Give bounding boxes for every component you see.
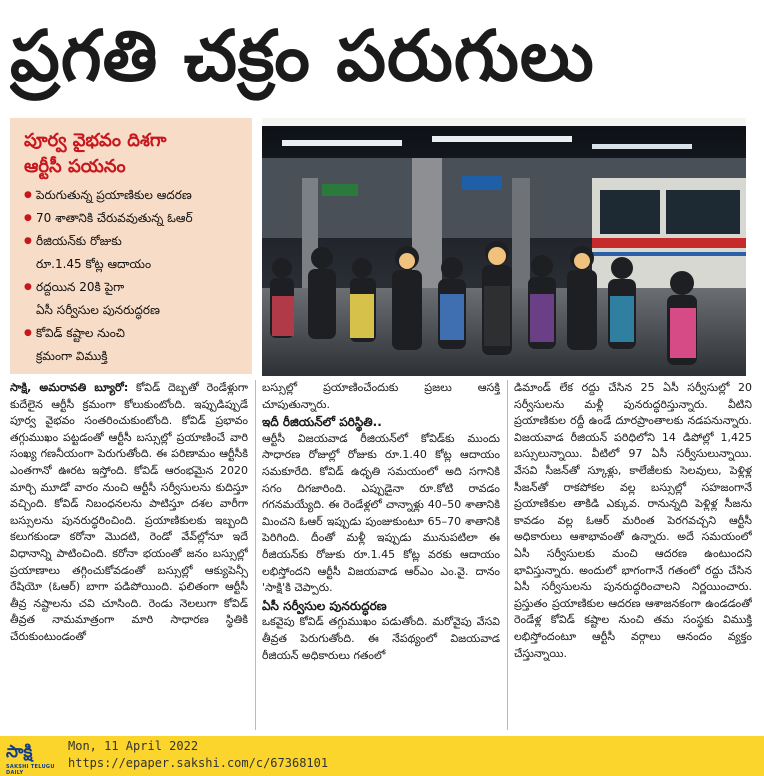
article-column-1 — [10, 380, 248, 732]
footer-bar — [0, 736, 764, 776]
article-text: కోవిడ్ దెబ్బతో రెండేళ్లుగా కుదేలైన ఆర్టీసీ క్రమంగా కోలుకుంటోంది. ఇప్పుడిప్పుడే పూర్వ వైభవం సంతరించుకుంటోంది. కోవిడ్ ప్రభావం తగ్గుముఖం పట్టడంతో ఆర్టీసీ బస్సుల్లో ప్రయాణించే వారి సంఖ్య గణనీయంగా పెరుగుతోంది. ఈ పరిణామం ఆర్టీసీకి ఎంతగానో ఊరట ఇస్తోంది. కోవిడ్ ఆరంభమైన 2020 మార్చి మూడో వారం నుంచి ఆర్టీసీ సర్వీసులను కుదిస్తూ వచ్చింది. కోవిడ్ నిబంధనలను పాటిస్తూ దశల వారీగా బస్సులను పునరుద్ధరించింది. ప్రయాణికులకు ఇబ్బంది కలుగకుండా కరోనా మొదటి, రెండో వేవ్‌ల్లోనూ ఇదే విధానాన్ని పాటించింది. కరోనా భయంతో జనం బస్సుల్లో ప్రయాణాలు తగ్గించుకోవడంతో బస్సుల్లో ఆక్యుపెన్సీ రేషియో (ఓఆర్) బాగా పడిపోయింది. ఫలితంగా ఆర్టీసీ తీవ్ర నష్టాలను చవి చూసింది. రెండు నెలలుగా కోవిడ్ తీవ్రత నామమాత్రంగా మారి సాధారణ స్థితికి చేరుకుంటుండంతో — [10, 381, 248, 643]
sakshi-logo[interactable] — [2, 740, 58, 776]
subheading: ఇదీ రీజియన్‌లో పరిస్థితి.. — [262, 415, 382, 430]
highlight-item — [24, 207, 244, 230]
highlight-text: ● పెరుగుతున్న ప్రయాణికుల ఆదరణ — [36, 188, 192, 202]
publication-date: Mon, 11 April 2022 — [68, 739, 199, 753]
article-paragraph: డిమాండ్ లేక రద్దు చేసిన 25 ఏసీ సర్వీసుల్లో 20 సర్వీసులను మళ్లీ పునరుద్ధరిస్తున్నారు. వీటిని ప్రయాణికుల రద్దీ ఉండే దూరప్రాంతాలకు నడపనున్నారు. విజయవాడ రీజియన్ పరిధిలోని 14 డిపోల్లో 1,425 బస్సులున్నాయి. వీటిలో 97 ఏసీ సర్వీసులున్నాయి. వేసవి సీజన్‌తో స్కూళ్లు, కాలేజీలకు సెలవులు, పెళ్లిళ్ల సీజన్‌తో రాకపోకల వల్ల బస్సుల్లో సహజంగానే ప్రయాణికుల తాకిడి ఎక్కువ. రానున్నది పెళ్లిళ్ల సీజను కావడం వల్ల ఓఆర్ మరింత పెరగవచ్చని ఆర్టీసీ అధికారులు ఆశాభావంతో ఉన్నారు. అదే సమయంలో ఏసీ సర్వీసులకు మంచి ఆదరణ ఉంటుందని భావిస్తున్నారు. అందులో భాగంగానే గతంలో రద్దు చేసిన ఏసీ సర్వీసులను పునరుద్ధరించాలని నిర్ణయించారు. ప్రస్తుతం ప్రయాణికుల ఆదరణ ఆశాజనకంగా ఉండడంతో రెండేళ్ల కోవిడ్ కష్టాల నుంచి తమ సంస్థకు విముక్తి లభిస్తోందంటూ ఆర్టీసీ వర్గాలు ఆనందం వ్యక్తం చేస్తున్నాయి. — [514, 381, 752, 660]
highlight-text: ● 70 శాతానికి చేరువవుతున్న ఓఆర్ — [36, 211, 193, 225]
article-paragraph: ఆర్టీసీ విజయవాడ రీజియన్‌లో కోవిడ్‌కు ముందు సాధారణ రోజుల్లో రోజుకు రూ.1.40 కోట్ల ఆదాయం సమకూరేది. కోవిడ్ ఉధృతి సమయంలో అది సగానికి సగం దిగజారింది. ఎప్పుడైనా రూ.కోటి రావడం గగనమయ్యేది. ఈ రెండేళ్లలో చాన్నాళ్లు 40–50 శాతానికి మించని ఓఆర్ ఇప్పుడు పుంజుకుంటూ 65–70 శాతానికి పెరిగింది. దీంతో మళ్లీ ఇప్పుడు మునుపటిలా ఈ రీజియన్‌కు రోజుకు రూ.1.45 కోట్ల వరకు ఆదాయం లభిస్తోందని ఆర్టీసీ విజయవాడ ఆర్ఎం ఎం.వై. దానం 'సాక్షి'కి చెప్పారు. — [262, 431, 500, 595]
article-paragraph — [10, 380, 248, 646]
highlights-title-line: పూర్వ వైభవం దిశగా — [24, 130, 167, 151]
bus-station-illustration — [262, 118, 746, 376]
highlight-item — [24, 276, 244, 322]
logo-text: సాక్షి — [6, 742, 33, 762]
highlight-item — [24, 184, 244, 207]
epaper-link[interactable]: https://epaper.sakshi.com/c/67368101 — [68, 756, 329, 770]
highlights-list — [10, 184, 252, 368]
highlight-text: ● రీజియన్‌కు రోజుకు — [36, 234, 122, 248]
highlights-title-line: ఆర్టీసీ పయనం — [24, 156, 126, 177]
highlight-text: రూ.1.45 కోట్ల ఆదాయం — [36, 257, 152, 271]
highlights-title — [24, 128, 240, 180]
article-paragraph: ఒకవైపు కోవిడ్ తగ్గుముఖం పడుతోంది. మరోవైపు వేసవి తీవ్రత పెరుగుతోంది. ఈ నేపథ్యంలో విజయవాడ రీజియన్ అధికారులు గతంలో — [262, 615, 500, 662]
highlight-item — [24, 322, 244, 368]
logo-subtitle: SAKSHI TELUGU DAILY — [6, 764, 55, 776]
highlight-text: ఏసీ సర్వీసుల పునరుద్ధరణ — [36, 303, 160, 317]
highlight-item — [24, 230, 244, 276]
article-column-2 — [262, 380, 500, 732]
article-column-3 — [514, 380, 752, 732]
bus-station-photo — [262, 118, 746, 376]
subheading: ఏసీ సర్వీసుల పునరుద్ధరణ — [262, 598, 387, 613]
highlight-text: క్రమంగా విముక్తి — [36, 349, 108, 363]
highlight-text: ● రద్దయిన 20కి పైగా — [36, 280, 125, 294]
article-paragraph: బస్సుల్లో ప్రయాణించేందుకు ప్రజలు ఆసక్తి చూపుతున్నారు. — [262, 381, 500, 411]
article-body — [10, 380, 752, 732]
headline: ప్రగతి చక్రం పరుగులు — [10, 15, 595, 97]
dateline: సాక్షి, అమరావతి బ్యూరో: — [10, 381, 129, 394]
highlights-box — [10, 118, 252, 374]
highlight-text: ● కోవిడ్ కష్టాల నుంచి — [36, 326, 126, 340]
